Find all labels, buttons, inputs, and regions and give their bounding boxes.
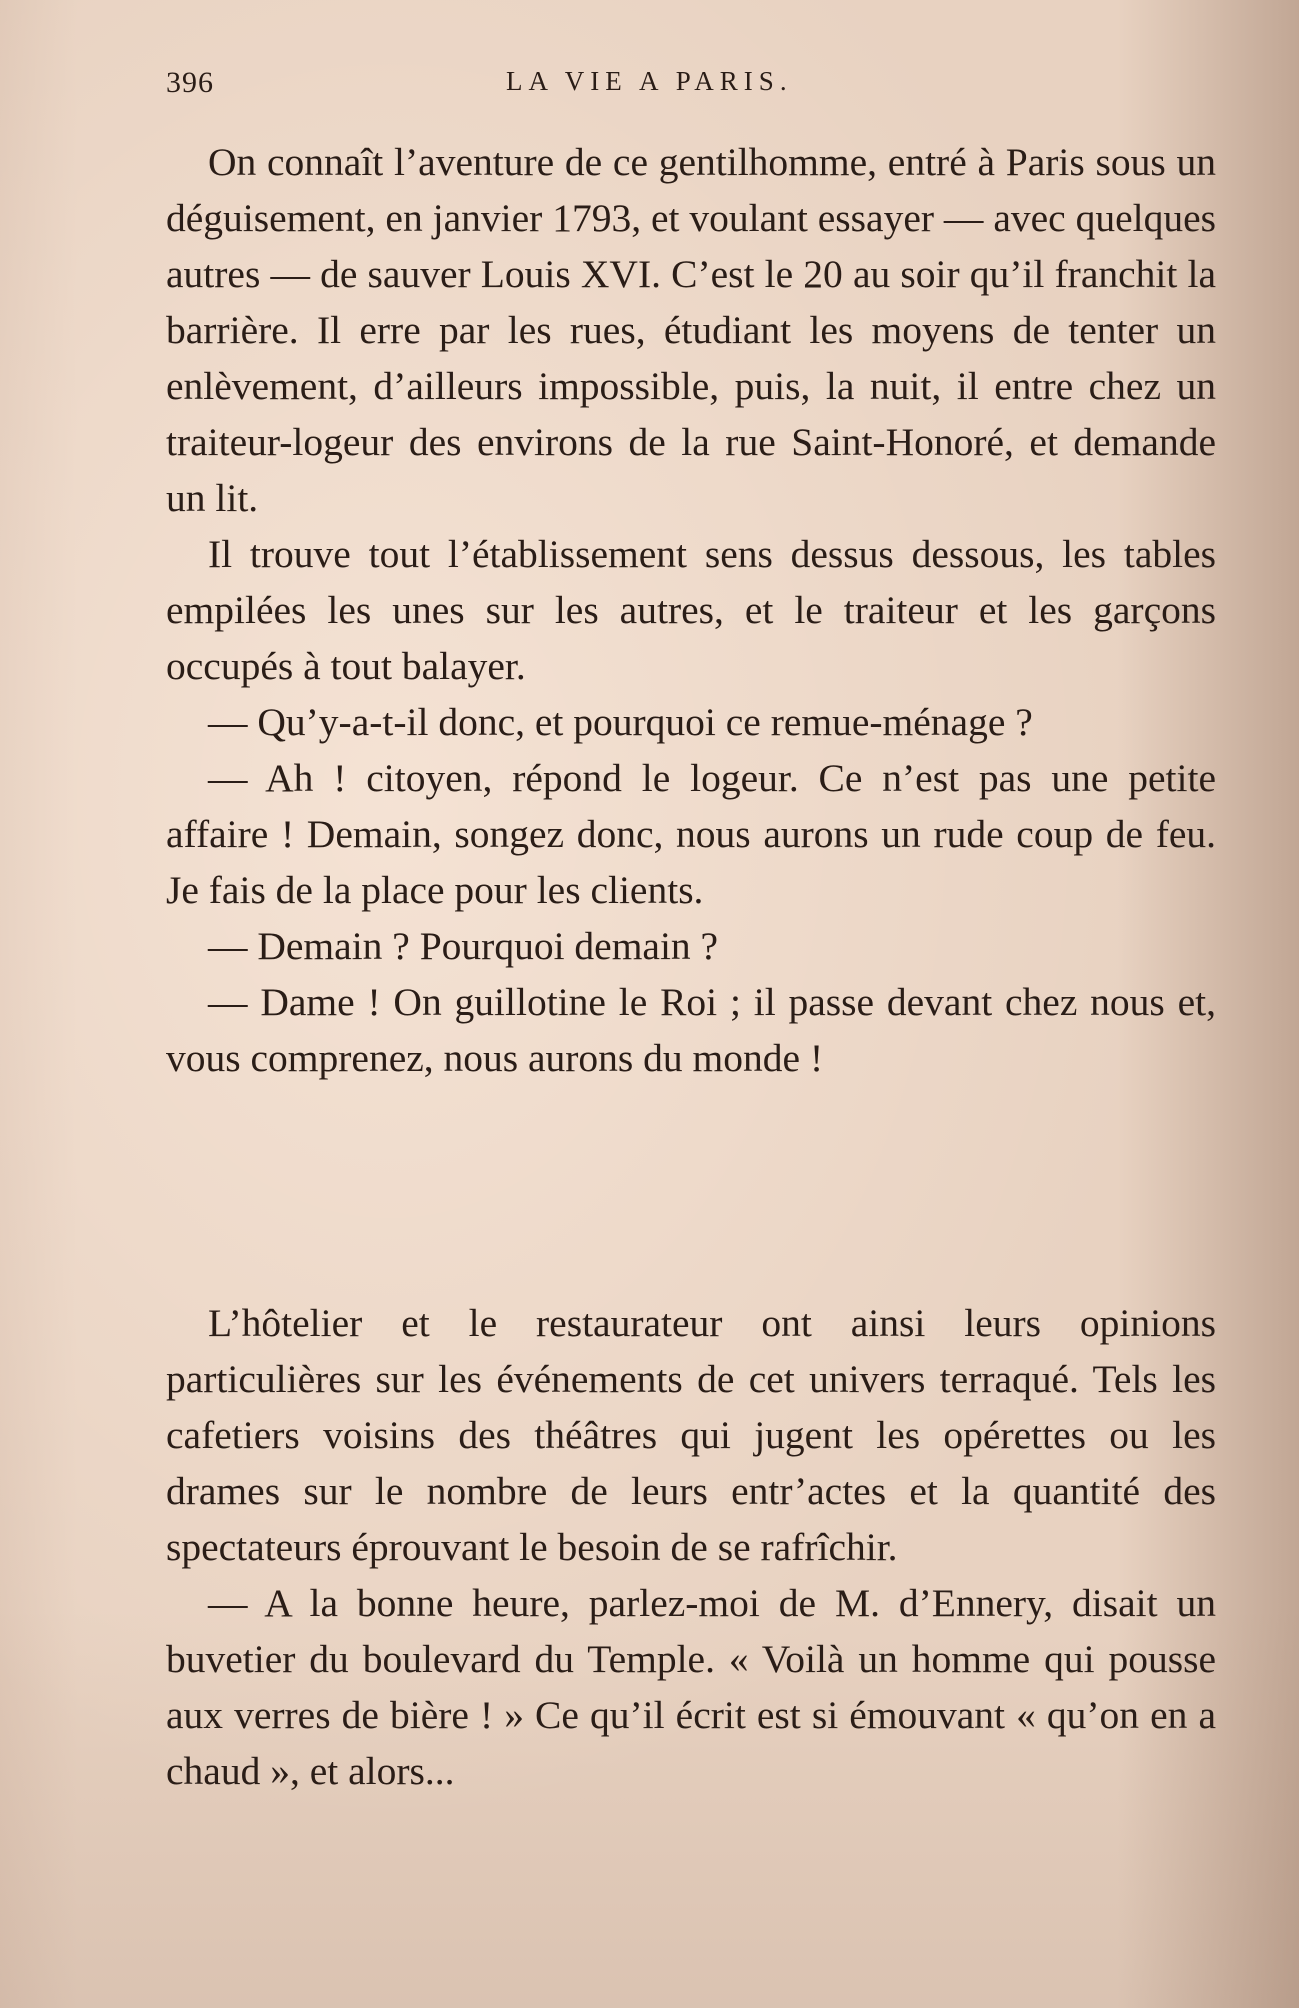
paragraph: Il trouve tout l’établissement sens dessus dessous, les tables empilées les unes sur les autres, et le traiteur et les garçons occupés à tout balayer. <box>166 532 1216 688</box>
dialogue-line: — Dame ! On guillotine le Roi ; il passe devant chez nous et, vous comprenez, nous aurons du monde ! <box>166 980 1216 1080</box>
running-title: LA VIE A PARIS. <box>506 66 793 96</box>
dialogue-line: — Demain ? Pourquoi demain ? <box>208 924 719 968</box>
paragraph: On connaît l’aventure de ce gentilhomme, entré à Paris sous un déguisement, en janvier 1793, et voulant essayer — avec quelques autres — de sauver Louis XVI. C’est le 20 au soir qu’il franchit la barrière. Il erre par les rues, étudiant les moyens de tenter un enlèvement, d’ailleurs impossible, puis, la nuit, il entre chez un traiteur-logeur des environs de la rue Saint-Honoré, et demande un lit. <box>166 140 1216 520</box>
page-number: 396 <box>166 66 214 99</box>
running-head <box>166 66 1226 106</box>
paragraph: L’hôtelier et le restaurateur ont ainsi leurs opinions particulières sur les événements de cet univers terraqué. Tels les cafetiers voisins des théâtres qui jugent les opérettes ou les drames sur le nombre de leurs entr’actes et la quantité des spectateurs éprouvant le besoin de se rafrîchir. <box>166 1301 1216 1569</box>
dialogue-line: — Qu’y-a-t-il donc, et pourquoi ce remue-ménage ? <box>208 700 1033 744</box>
text-section-1 <box>166 134 1216 1086</box>
dialogue-line: — A la bonne heure, parlez-moi de M. d’Ennery, disait un buvetier du boulevard du Temple. « Voilà un homme qui pousse aux verres de bière ! » Ce qu’il écrit est si émouvant « qu’on en a chaud », et alors... <box>166 1581 1216 1793</box>
text-section-2 <box>166 1295 1216 1799</box>
dialogue-line: — Ah ! citoyen, répond le logeur. Ce n’est pas une petite affaire ! Demain, songez donc, nous aurons un rude coup de feu. Je fais de la place pour les clients. <box>166 756 1216 912</box>
